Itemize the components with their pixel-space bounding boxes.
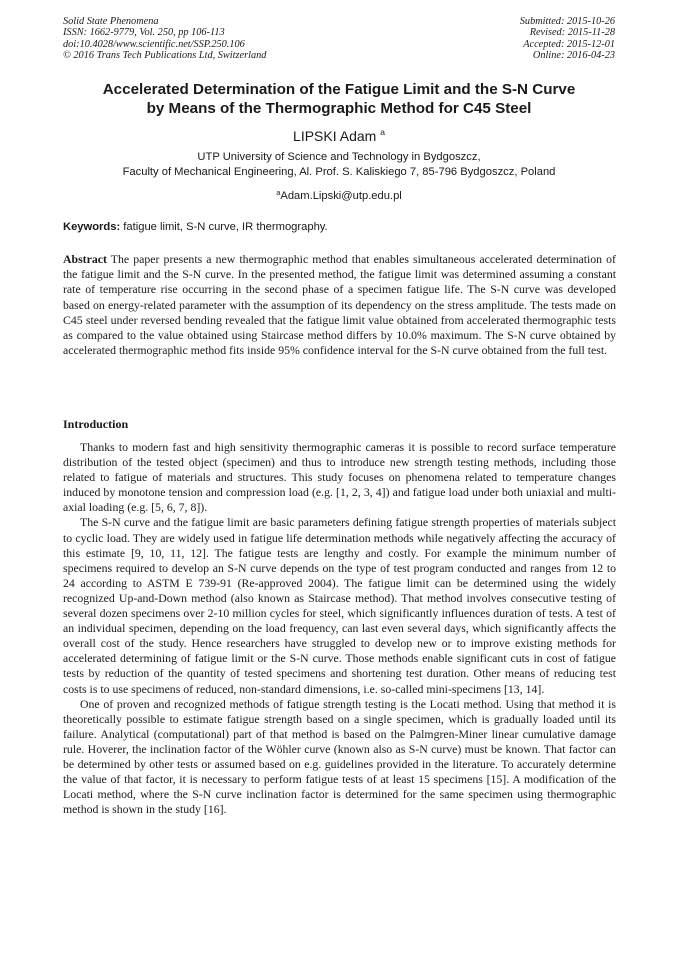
author: [0, 124, 678, 145]
submission-dates: [520, 16, 615, 61]
journal-copyright: © 2016 Trans Tech Publications Ltd, Switzerland: [63, 49, 267, 61]
accepted-date: Accepted: 2015-12-01: [523, 38, 615, 50]
online-date: Online: 2016-04-23: [532, 49, 615, 61]
journal-info: [63, 16, 266, 61]
section-heading-introduction: Introduction: [63, 417, 129, 431]
paragraph: The S-N curve and the fatigue limit are basic parameters defining fatigue strength properties of materials subject to cyclic load. They are widely used in fatigue life determination methods while negatively affecting the accuracy of this estimate [9, 10, 11, 12]. The fatigue tests are lengthy and costly. For example the minimum number of specimens required to develop an S-N curve depends on the type of test program conducted and ranges from 12 to 24 according to ASTM E 739-91 (Re-approved 2004). The fatigue limit can be determined using the widely recognized Up-and-Down method (also known as Staircase method). That method involves consecutive testing of several dozen specimens over 2-10 million cycles for steel, which significantly influences duration of tests. A test of an individual specimen, depending on the load frequency, can last even several days, which significantly affects the overall cost of the study. Hence researchers have struggled to develop new or to improve existing methods for accelerated determining of fatigue limit or the S-N curve. Those methods enable significant cuts in cost of fatigue tests by reduction of the quantity of tested specimens and shortening test duration. Other means of reducing test costs is to use specimens of reduced, non-standard dimensions, i.e. so-called mini-specimens [13, 14].: [63, 515, 616, 696]
paper-title-line-1: Accelerated Determination of the Fatigue Limit and the S-N Curve: [102, 81, 576, 98]
author-superscript: a: [380, 127, 385, 137]
paper-title: [50, 80, 628, 118]
author-email: [0, 186, 678, 203]
journal-issn: ISSN: 1662-9779, Vol. 250, pp 106-113: [63, 27, 225, 39]
keywords: [63, 220, 616, 234]
email-address: Adam.Lipski@utp.edu.pl: [280, 190, 402, 202]
author-name: LIPSKI Adam: [293, 128, 377, 144]
abstract-text: The paper presents a new thermographic method that enables simultaneous accelerated determination of the fatigue limit and the S-N curve. In the presented method, the fatigue limit was determined assuming a constant rate of temperature rise occurring in the second phase of a specimen fatigue life. The S-N curve was developed based on energy-related parameter with the assumption of its dependency on the stress amplitude. The tests made on C45 steel under reversed bending revealed that the fatigue limit value obtained from accelerated thermographic tests as compared to the value obtained using Staircase method differs by 10.0% maximum. The S-N curve obtained by accelerated thermographic method fits inside 95% confidence interval for the S-N curve obtained from the full test.: [63, 252, 616, 358]
abstract-label: Abstract: [63, 252, 107, 266]
journal-name: Solid State Phenomena: [63, 16, 159, 27]
affiliation: [0, 150, 678, 179]
paragraph: One of proven and recognized methods of fatigue strength testing is the Locati method. Using that method it is theoretically possible to estimate fatigue strength based on a single specimen, which is gradually loaded until its failure. Analytical (computational) part of that method is based on the Palmgren-Miner linear cumulative damage rule. Hoverer, the inclination factor of the Wöhler curve (known also as S-N curve) must be known. That factor can be determined by other tests or assumed based on e.g. guidelines provided in the literature. To accurately determine the value of that factor, it is necessary to perform fatigue tests of at least 15 specimens [15]. A modification of the Locati method, where the S-N curve inclination factor is determined for the same specimen using thermographic method is shown in the study [16].: [63, 696, 616, 817]
keywords-label: Keywords:: [63, 221, 121, 233]
keywords-text: fatigue limit, S-N curve, IR thermography.: [120, 221, 328, 233]
abstract: [63, 252, 616, 358]
affiliation-line-2: Faculty of Mechanical Engineering, Al. Prof. S. Kaliskiego 7, 85-796 Bydgoszcz, Poland: [122, 165, 556, 178]
introduction-body: [63, 440, 616, 817]
journal-doi: doi:10.4028/www.scientific.net/SSP.250.106: [63, 38, 245, 50]
submitted-date: Submitted: 2015-10-26: [519, 16, 615, 27]
paragraph: Thanks to modern fast and high sensitivity thermographic cameras it is possible to record surface temperature distribution of the tested object (specimen) and thus to introduce new strength testing methods, including those related to fatigue of materials and structures. This study focuses on phenomena related to temperature changes induced by monotone tension and compression load (e.g. [1, 2, 3, 4]) and fatigue load under both uniaxial and multi-axial loading (e.g. [5, 6, 7, 8]).: [63, 440, 616, 515]
affiliation-line-1: UTP University of Science and Technology in Bydgoszcz,: [197, 151, 481, 163]
email-superscript: a: [276, 188, 281, 197]
revised-date: Revised: 2015-11-28: [529, 27, 615, 39]
paper-title-line-2: by Means of the Thermographic Method for C45 Steel: [146, 100, 532, 117]
